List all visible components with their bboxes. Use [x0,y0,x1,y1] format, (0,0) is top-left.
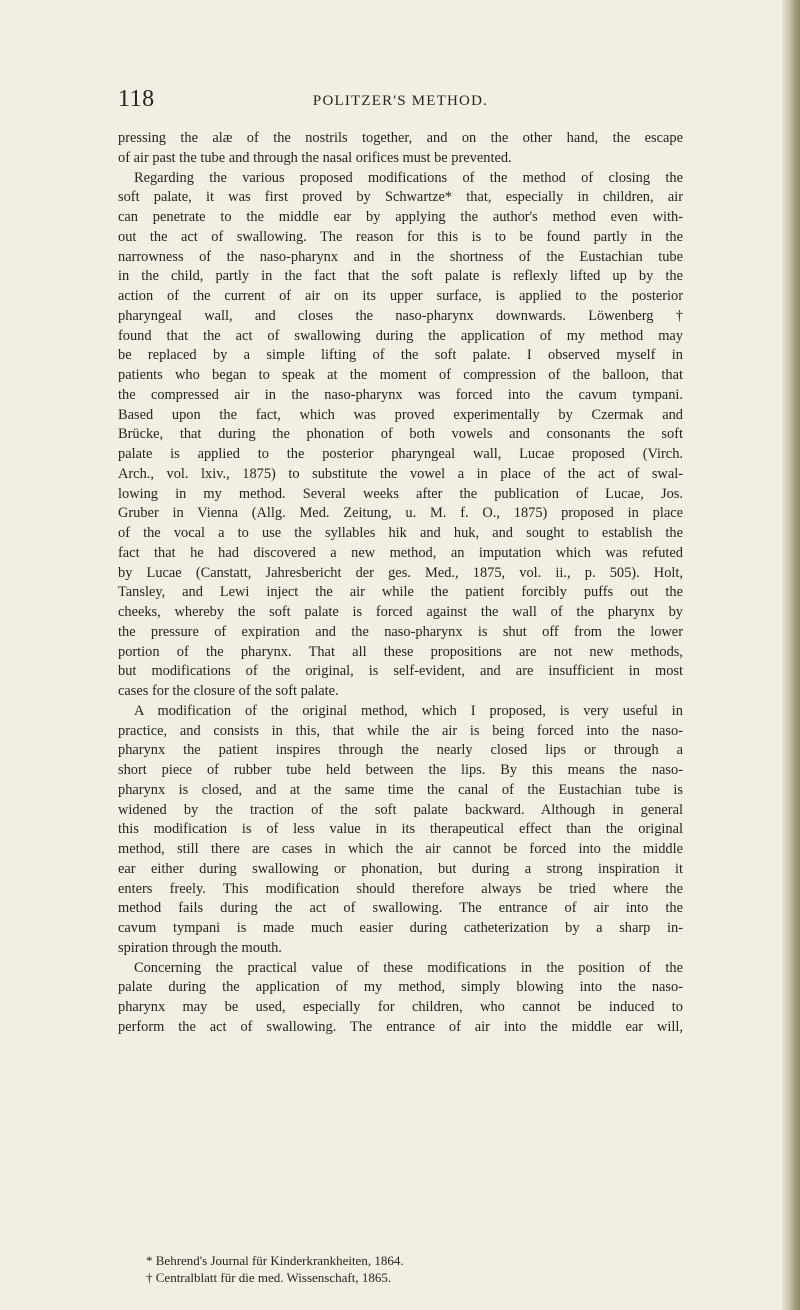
text-line: Based upon the fact, which was proved experimentally by Czermak and [118,406,683,423]
text-line: cavum tympani is made much easier during catheterization by a sharp in- [118,920,683,936]
text-line: method fails during the act of swallowing. The entrance of air into the [118,900,683,917]
text-line: by Lucae (Canstatt, Jahresbericht der ges. Med., 1875, vol. ii., p. 505). Holt, [118,564,683,581]
text-line: in the child, partly in the fact that the soft palate is reflexly lifted up by the [118,268,683,285]
page-header [118,86,683,116]
text-line: pharynx the patient inspires through the nearly closed lips or through a [118,742,683,759]
text-line: pharyngeal wall, and closes the naso-pharynx downwards. Löwenberg † [118,307,683,324]
text-line: Brücke, that during the phonation of both vowels and consonants the soft [118,426,683,443]
text-line: widened by the traction of the soft palate backward. Although in general [118,801,683,818]
text-line: cases for the closure of the soft palate. [118,683,339,699]
text-line: method, still there are cases in which the air cannot be forced into the middle [118,841,683,857]
text-line: spiration through the mouth. [118,939,282,956]
text-line: pharynx is closed, and at the same time the canal of the Eustachian tube is [118,781,683,798]
text-line: found that the act of swallowing during the application of my method may [118,327,683,344]
text-line: fact that he had discovered a new method, an imputation which was refuted [118,544,683,561]
text-line: be replaced by a simple lifting of the soft palate. I observed myself in [118,347,683,364]
text-line: the compressed air in the naso-pharynx was forced into the cavum tympani. [118,386,683,403]
text-line: the pressure of expiration and the naso-pharynx is shut off from the lower [118,623,683,640]
text-line: ear either during swallowing or phonation, but during a strong inspiration it [118,860,683,877]
text-line: Concerning the practical value of these modifications in the position of the [134,959,683,976]
text-line: palate during the application of my method, simply blowing into the naso- [118,979,683,996]
body-text [118,129,683,1038]
running-head: POLITZER'S METHOD. [312,93,489,109]
text-line: palate is applied to the posterior pharyngeal wall, Lucae proposed (Virch. [118,446,683,462]
text-line: cheeks, whereby the soft palate is forced against the wall of the pharynx by [118,604,683,620]
text-line: Arch., vol. lxiv., 1875) to substitute the vowel a in place of the act of swal- [118,465,683,482]
page-number: 118 [118,86,155,112]
text-line: but modifications of the original, is self-evident, and are insufficient in most [118,663,683,680]
text-line: practice, and consists in this, that while the air is being forced into the naso- [118,722,683,739]
text-line: this modification is of less value in its therapeutical effect than the original [118,821,683,838]
text-line: Tansley, and Lewi inject the air while the patient forcibly puffs out the [118,584,683,601]
text-line: action of the current of air on its upper surface, is applied to the posterior [118,288,683,304]
text-line: Gruber in Vienna (Allg. Med. Zeitung, u. M. f. O., 1875) proposed in place [118,505,683,522]
text-line: patients who began to speak at the moment of compression of the balloon, that [118,367,683,383]
text-line: of the vocal a to use the syllables hik and huk, and sought to establish the [118,525,683,541]
footnote: † Centralblatt für die med. Wissenschaft, 1865. [146,1270,392,1285]
page-edge-shadow [782,0,800,1310]
text-line: lowing in my method. Several weeks after the publication of Lucae, Jos. [118,485,683,502]
text-line: narrowness of the naso-pharynx and in the shortness of the Eustachian tube [118,248,683,265]
text-line: Regarding the various proposed modifications of the method of closing the [134,169,683,186]
text-line: perform the act of swallowing. The entrance of air into the middle ear will, [118,1018,683,1035]
text-line: can penetrate to the middle ear by applying the author's method even with- [118,209,683,225]
text-line: short piece of rubber tube held between the lips. By this means the naso- [118,762,683,778]
text-line: soft palate, it was first proved by Schwartze* that, especially in children, air [118,189,683,206]
text-line: portion of the pharynx. That all these propositions are not new methods, [118,643,683,660]
footnote: * Behrend's Journal für Kinderkrankheiten, 1864. [146,1253,404,1268]
text-line: out the act of swallowing. The reason for this is to be found partly in the [118,228,683,245]
footnotes [118,1252,683,1286]
text-line: pharynx may be used, especially for children, who cannot be induced to [118,999,683,1015]
text-line: A modification of the original method, which I proposed, is very useful in [134,702,683,719]
text-line: pressing the alæ of the nostrils together, and on the other hand, the escape [118,130,683,146]
text-line: enters freely. This modification should therefore always be tried where the [118,880,683,897]
text-line: of air past the tube and through the nasal orifices must be prevented. [118,149,512,166]
